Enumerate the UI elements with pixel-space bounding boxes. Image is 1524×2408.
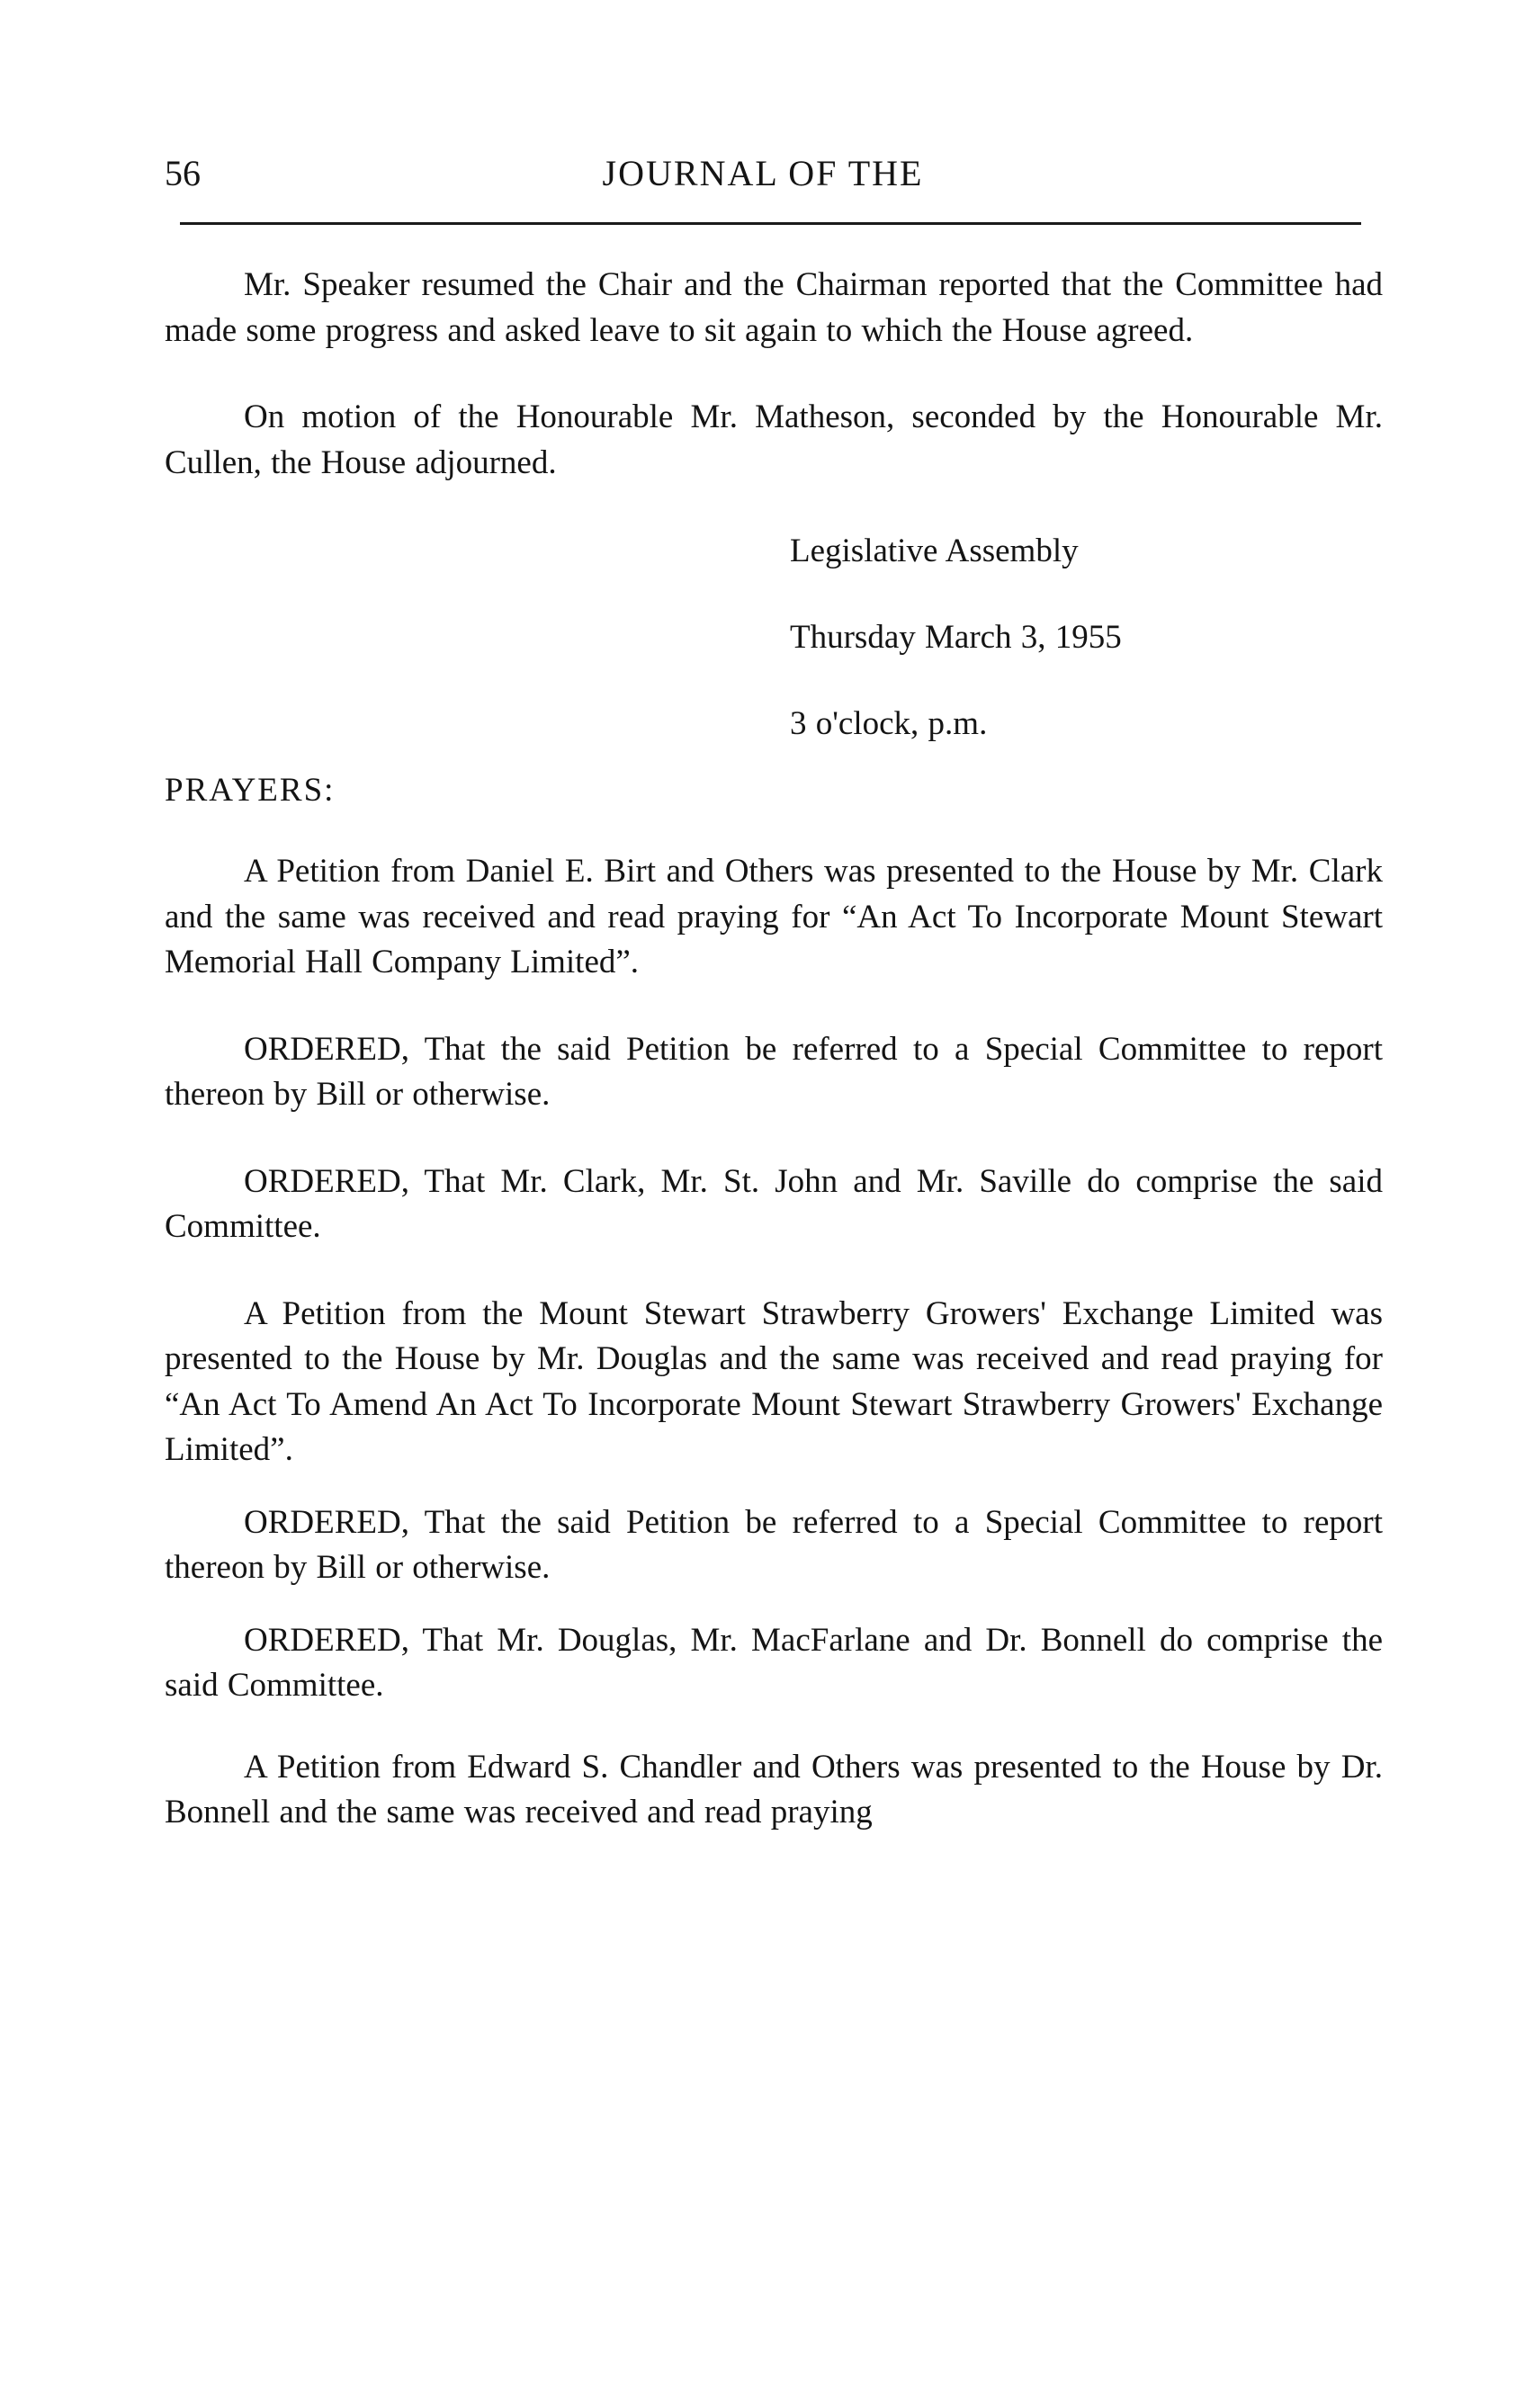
paragraph-ordered-referral-1: ORDERED, That the said Petition be referred to a Special Committee to report thereon by Bill or otherwise. [165, 1030, 1383, 1113]
page-number: 56 [165, 153, 201, 193]
paragraph-ordered-committee-2: ORDERED, That Mr. Douglas, Mr. MacFarlane and Dr. Bonnell do comprise the said Committee. [165, 1621, 1383, 1704]
prayers-heading: PRAYERS: [165, 772, 336, 809]
journal-body [165, 263, 1383, 1836]
paragraph-petition-chandler: A Petition from Edward S. Chandler and Others was presented to the House by Dr. Bonnell and the same was received and read praying [165, 1748, 1383, 1831]
paragraph-adjournment: On motion of the Honourable Mr. Matheson, seconded by the Honourable Mr. Cullen, the House adjourned. [165, 398, 1383, 481]
paragraph-petition-strawberry: A Petition from the Mount Stewart Strawberry Growers' Exchange Limited was presented to the House by Mr. Douglas and the same was received and read praying for “An Act To Amend An Act To Incorporate Mount Stewart Strawberry Growers' Exchange Limited”. [165, 1294, 1383, 1468]
paragraph-petition-birt: A Petition from Daniel E. Birt and Others was presented to the House by Mr. Clark and the same was received and read praying for “An Act To Incorporate Mount Stewart Memorial Hall Company Limited”. [165, 853, 1383, 980]
page-header [165, 151, 1361, 205]
sitting-block [165, 529, 1383, 747]
paragraph-ordered-committee-1: ORDERED, That Mr. Clark, Mr. St. John and Mr. Saville do comprise the said Committee. [165, 1162, 1383, 1245]
sitting-body: Legislative Assembly [790, 533, 1079, 569]
sitting-time: 3 o'clock, p.m. [790, 705, 988, 742]
running-head: JOURNAL OF THE [602, 153, 924, 193]
paragraph-ordered-referral-2: ORDERED, That the said Petition be referred to a Special Committee to report thereon by Bill or otherwise. [165, 1503, 1383, 1586]
header-rule [180, 222, 1361, 225]
sitting-date: Thursday March 3, 1955 [790, 619, 1122, 656]
paragraph-speaker-resumed: Mr. Speaker resumed the Chair and the Chairman reported that the Committee had made some progress and asked leave to sit again to which the House agreed. [165, 266, 1383, 349]
